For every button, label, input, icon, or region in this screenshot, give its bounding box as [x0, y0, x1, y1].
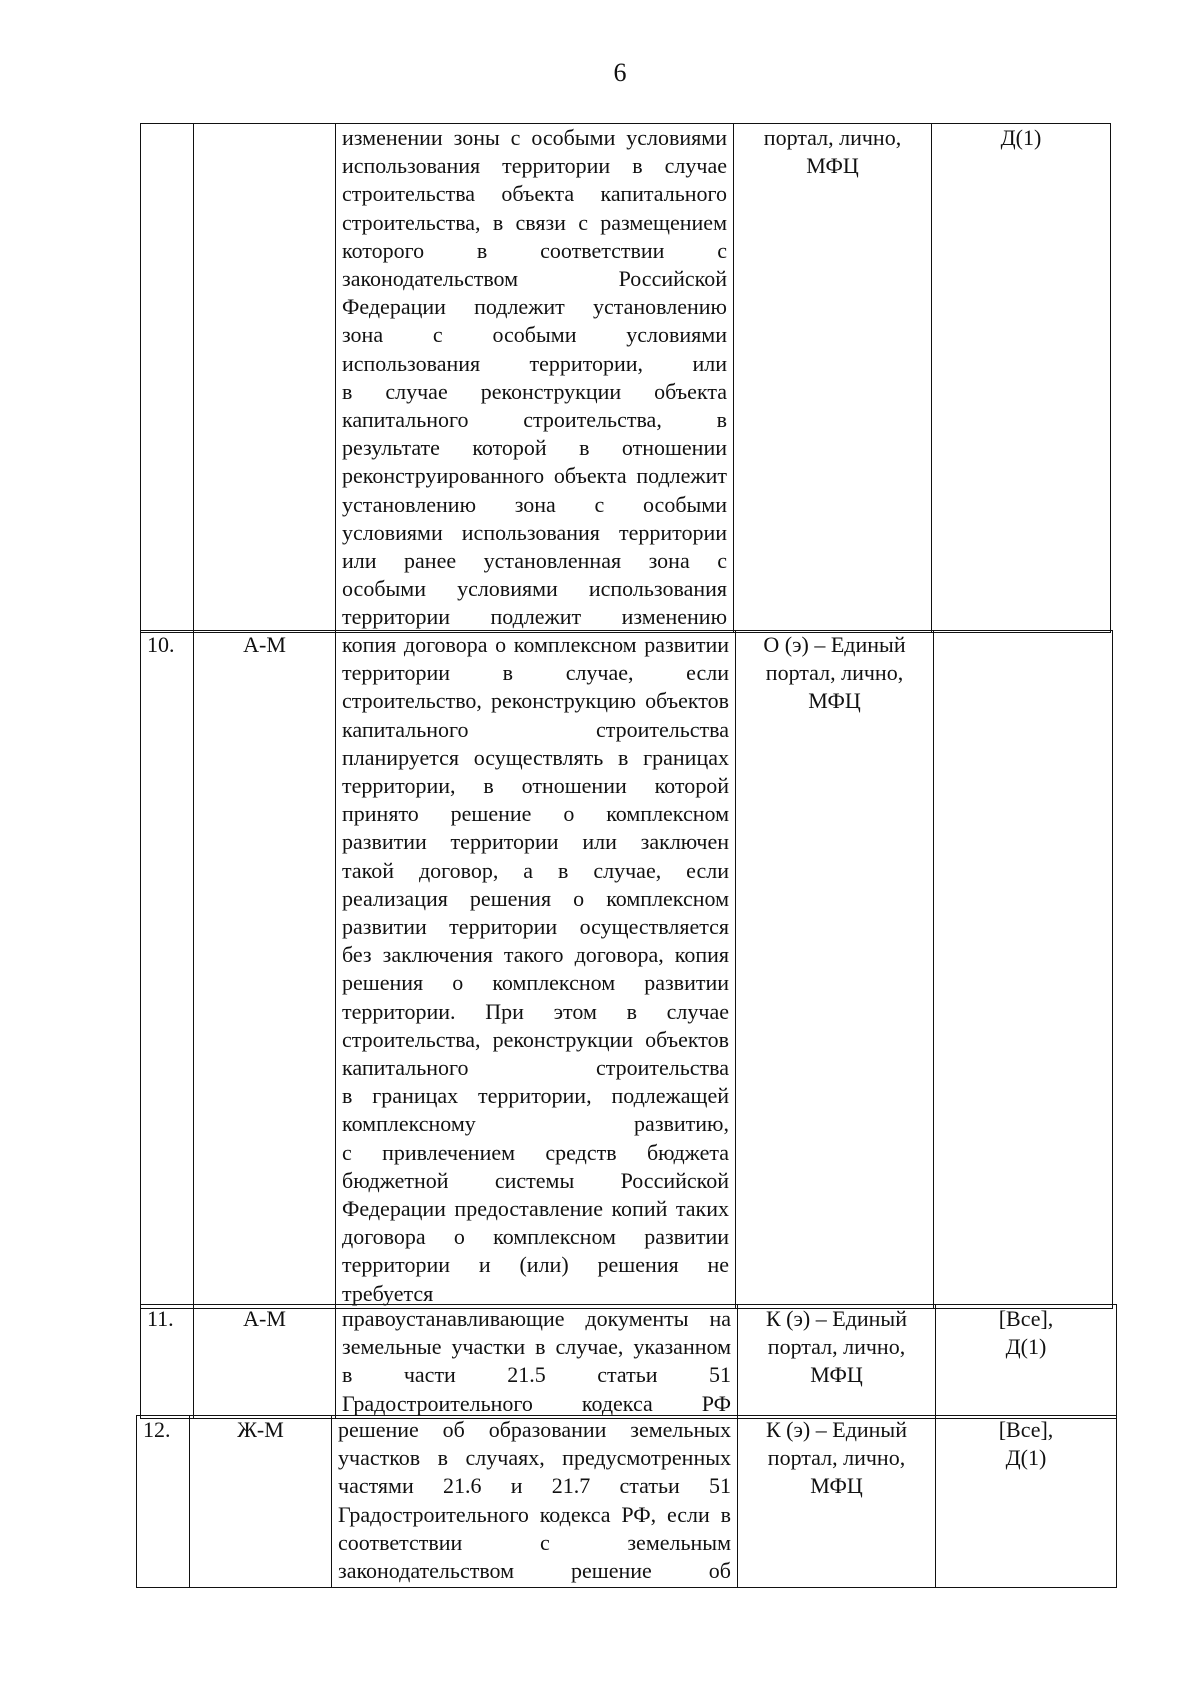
row-code-cell: А-М [194, 631, 336, 1309]
submission-method-cell: К (э) – Единый портал, лично, МФЦ [738, 1305, 936, 1419]
applicability-note-cell [934, 631, 1113, 1309]
table-row-10 [141, 631, 1113, 1309]
row-number-cell: 11. [141, 1305, 194, 1419]
applicability-note-cell: [Все], Д(1) [936, 1305, 1117, 1419]
table-row-11 [141, 1305, 1117, 1419]
row-number-cell: 12. [137, 1416, 190, 1588]
document-table-segment-2 [140, 630, 1113, 1309]
applicability-note-cell: [Все], Д(1) [936, 1416, 1117, 1588]
table-row-continuation [141, 124, 1111, 633]
row-code-cell [194, 124, 336, 633]
page-number: 6 [613, 58, 627, 87]
document-table-segment-4 [136, 1415, 1117, 1588]
document-description-cell: изменении зоны с особыми условиями использования территории в случае строительства объекта капитального строительства, в связи с размещением которого в соответствии с законодательством Российской Федерации подлежит установлению зона с особыми условиями использования территории, или в случае реконструкции объекта капитального строительства, в результате которой в отношении реконструированного объекта подлежит установлению зона с особыми условиями использования территории или ранее установленная зона с особыми условиями использования территории подлежит изменению [336, 124, 734, 633]
document-description-cell: правоустанавливающие документы на земельные участки в случае, указанном в части 21.5 статьи 51 Градостроительного кодекса РФ [336, 1305, 738, 1419]
applicability-note-cell: Д(1) [932, 124, 1111, 633]
row-code-cell: Ж-М [190, 1416, 332, 1588]
row-code-cell: А-М [194, 1305, 336, 1419]
document-description-cell: копия договора о комплексном развитии территории в случае, если строительство, реконструкцию объектов капитального строительства планируется осуществлять в границах территории, в отношении которой принято решение о комплексном развитии территории или заключен такой договор, а в случае, если реализация решения о комплексном развитии территории осуществляется без заключения такого договора, копия решения о комплексном развитии территории. При этом в случае строительства, реконструкции объектов капитального строительства в границах территории, подлежащей комплексному развитию, с привлечением средств бюджета бюджетной системы Российской Федерации предоставление копий таких договора о комплексном развитии территории и (или) решения не требуется [336, 631, 736, 1309]
row-number-cell [141, 124, 194, 633]
document-table-segment-1 [140, 123, 1111, 633]
row-number-cell: 10. [141, 631, 194, 1309]
document-table-segment-3 [140, 1304, 1117, 1419]
submission-method-cell: О (э) – Единый портал, лично, МФЦ [736, 631, 934, 1309]
submission-method-cell: К (э) – Единый портал, лично, МФЦ [738, 1416, 936, 1588]
table-row-12 [137, 1416, 1117, 1588]
document-description-cell: решение об образовании земельных участков в случаях, предусмотренных частями 21.6 и 21.7 статьи 51 Градостроительного кодекса РФ, если в соответствии с земельным законодательством решение об [332, 1416, 738, 1588]
submission-method-cell: портал, лично, МФЦ [734, 124, 932, 633]
